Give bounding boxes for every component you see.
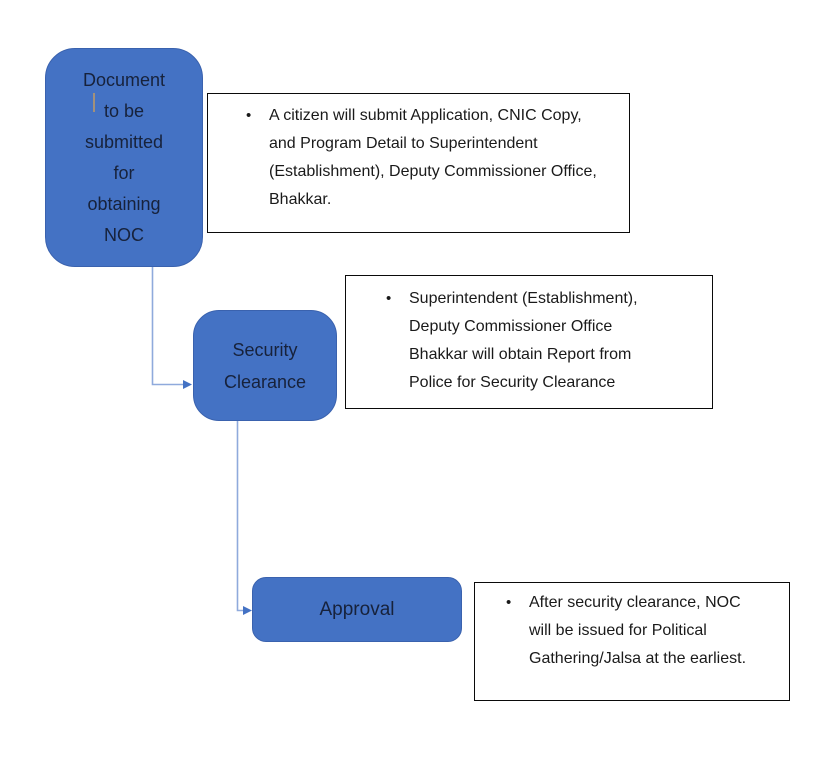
note-approval-text: After security clearance, NOC will be issued for Political Gathering/Jalsa at the earliest. bbox=[529, 594, 747, 667]
connector-security-to-approval-arrowhead bbox=[243, 606, 252, 615]
node-approval-label: Approval bbox=[319, 598, 395, 620]
node-approval bbox=[252, 577, 462, 642]
bullet-icon: • bbox=[506, 594, 512, 611]
node-security-clearance bbox=[193, 310, 337, 421]
node-documents bbox=[45, 48, 203, 267]
node-security-clearance-label: Security Clearance bbox=[223, 339, 307, 392]
node-documents-label: Document to be submitted for obtaining NOC bbox=[82, 69, 166, 245]
connector-documents-to-security-line bbox=[153, 267, 185, 385]
note-security-clearance-text: Superintendent (Establishment), Deputy Commissioner Office Bhakkar will obtain Report from Police for Security Clearance bbox=[409, 290, 638, 391]
note-documents-text: A citizen will submit Application, CNIC Copy, and Program Detail to Superintendent (Establishment), Deputy Commissioner Office, Bhakkar. bbox=[269, 107, 597, 208]
bullet-icon: • bbox=[386, 290, 392, 307]
text-cursor-artifact bbox=[93, 93, 95, 112]
connector-security-to-approval-line bbox=[238, 421, 245, 611]
bullet-icon: • bbox=[246, 107, 252, 124]
note-documents bbox=[207, 93, 630, 233]
note-approval bbox=[474, 582, 790, 701]
connector-documents-to-security-arrowhead bbox=[183, 380, 192, 389]
note-security-clearance bbox=[345, 275, 713, 409]
